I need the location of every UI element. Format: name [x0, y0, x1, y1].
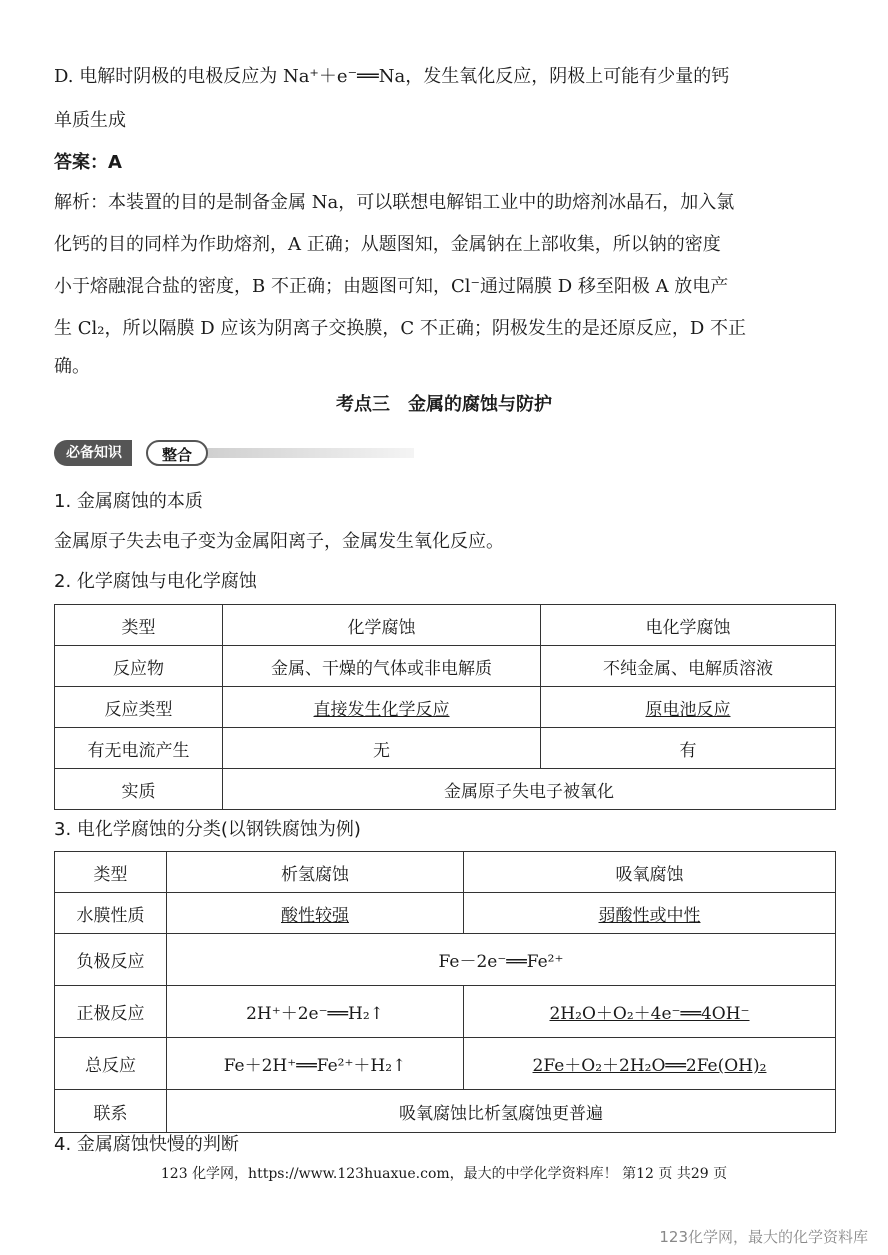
table-row [55, 852, 836, 893]
s1-heading: 1. 金属腐蚀的本质 [54, 491, 203, 512]
table-header-cell: 电化学腐蚀 [541, 605, 836, 646]
table-cell: 实质 [55, 769, 223, 810]
table-row [55, 1090, 836, 1133]
page-footer: 123 化学网，https://www.123huaxue.com，最大的中学化学资料库！ 第12 页 共29 页 [160, 1166, 728, 1182]
badge-bar [204, 448, 414, 458]
table-cell: 酸性较强 [167, 893, 464, 934]
table-row [55, 893, 836, 934]
table-cell: 反应类型 [55, 687, 223, 728]
table-cell: 正极反应 [55, 986, 167, 1038]
corrosion-compare-table [54, 604, 836, 810]
steel-corrosion-table [54, 851, 836, 1133]
s4-heading: 4. 金属腐蚀快慢的判断 [54, 1134, 239, 1155]
table-row [55, 646, 836, 687]
table-row [55, 687, 836, 728]
table-header-cell: 析氢腐蚀 [167, 852, 464, 893]
s1-text: 金属原子失去电子变为金属阳离子，金属发生氧化反应。 [54, 531, 504, 552]
badge-left: 必备知识 [54, 440, 132, 466]
table-cell: 2H₂O＋O₂＋4e⁻══4OH⁻ [464, 986, 836, 1038]
watermark: 123化学网，最大的化学资料库 [659, 1228, 868, 1246]
table-cell: 有无电流产生 [55, 728, 223, 769]
table-cell: 不纯金属、电解质溶液 [541, 646, 836, 687]
table-header-cell: 吸氧腐蚀 [464, 852, 836, 893]
table-cell: 有 [541, 728, 836, 769]
table-row [55, 769, 836, 810]
table-cell: 负极反应 [55, 934, 167, 986]
table-cell: 反应物 [55, 646, 223, 687]
section-title: 考点三 金属的腐蚀与防护 [336, 394, 552, 415]
table-cell: 直接发生化学反应 [223, 687, 541, 728]
table-cell: 吸氧腐蚀比析氢腐蚀更普遍 [167, 1090, 836, 1133]
table-row [55, 934, 836, 986]
table-cell: 2Fe＋O₂＋2H₂O══2Fe(OH)₂ [464, 1038, 836, 1090]
table-cell: 2H⁺＋2e⁻══H₂↑ [167, 986, 464, 1038]
analysis-line: 化钙的目的同样为作助熔剂，A 正确；从题图知，金属钠在上部收集，所以钠的密度 [54, 234, 721, 255]
analysis-line: 解析：本装置的目的是制备金属 Na，可以联想电解铝工业中的助熔剂冰晶石，加入氯 [54, 192, 735, 213]
option-d-line2: 单质生成 [54, 110, 126, 131]
table-cell: 无 [223, 728, 541, 769]
table-header-cell: 化学腐蚀 [223, 605, 541, 646]
table-cell: 联系 [55, 1090, 167, 1133]
table-row [55, 605, 836, 646]
table-cell: 弱酸性或中性 [464, 893, 836, 934]
knowledge-badge [54, 440, 414, 466]
table-cell: Fe＋2H⁺══Fe²⁺＋H₂↑ [167, 1038, 464, 1090]
table-header-cell: 类型 [55, 852, 167, 893]
s2-heading: 2. 化学腐蚀与电化学腐蚀 [54, 571, 257, 592]
table-row [55, 728, 836, 769]
table-cell: 金属原子失电子被氧化 [223, 769, 836, 810]
table-cell: 水膜性质 [55, 893, 167, 934]
table-cell: Fe－2e⁻══Fe²⁺ [167, 934, 836, 986]
table-row [55, 986, 836, 1038]
badge-right: 整合 [146, 440, 208, 466]
table-row [55, 1038, 836, 1090]
analysis-line: 生 Cl₂，所以隔膜 D 应该为阴离子交换膜，C 不正确；阴极发生的是还原反应，D 不正 [54, 318, 746, 339]
table-cell: 原电池反应 [541, 687, 836, 728]
analysis-line: 确。 [54, 356, 90, 377]
table-header-cell: 类型 [55, 605, 223, 646]
s3-heading: 3. 电化学腐蚀的分类(以钢铁腐蚀为例) [54, 819, 361, 840]
analysis-line: 小于熔融混合盐的密度，B 不正确；由题图可知，Cl⁻通过隔膜 D 移至阳极 A 放电产 [54, 276, 729, 297]
answer: 答案：A [54, 152, 122, 173]
table-cell: 总反应 [55, 1038, 167, 1090]
option-d-line1: D. 电解时阴极的电极反应为 Na⁺＋e⁻══Na，发生氧化反应，阴极上可能有少量的钙 [54, 66, 730, 87]
table-cell: 金属、干燥的气体或非电解质 [223, 646, 541, 687]
